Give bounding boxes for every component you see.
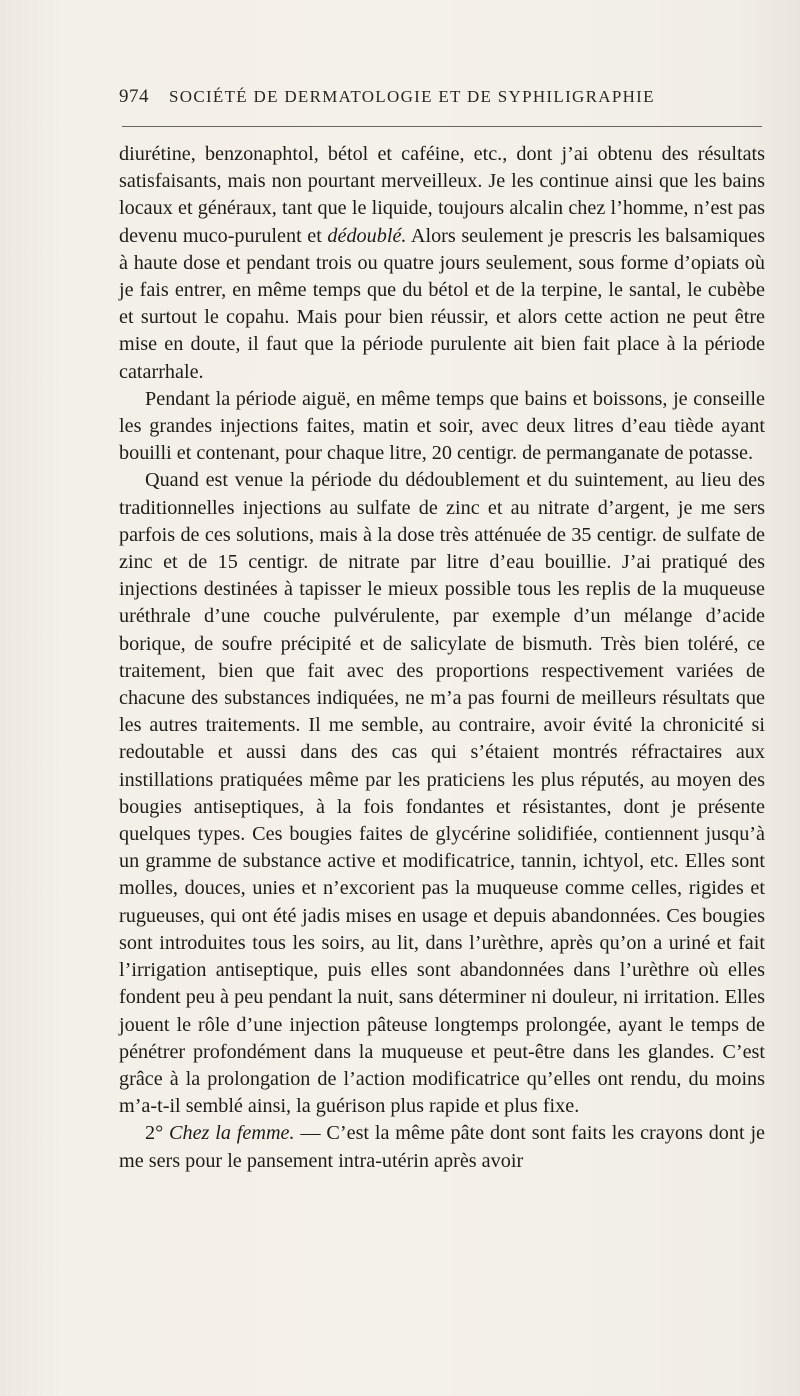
paragraph-text-continued: — C’est la même pâte dont sont faits les crayons dont je me sers pour le pansement intra-utérin après avoir [119,1122,766,1172]
paragraph-text: Pendant la période aiguë, en même temps que bains et boissons, je conseille les grandes injections faites, matin et soir, avec deux litres d’eau tiède ayant bouilli et contenant, pour chaque litre, 20 centigr. de permanganate de potasse. [119,387,765,465]
section-heading-italic: Chez la femme. [169,1122,295,1145]
paragraph-text: 2° [145,1122,170,1145]
paragraph-text: Quand est venue la période du dédoublement et du suintement, au lieu des traditionnelles injections au sulfate de zinc et au nitrate d’argent, je me sers parfois de ces solutions, mais à la dose très atténuée de 35 centigr. de sulfate de zinc et de 15 centigr. de nitrate par litre d’eau bouillie. J’ai pratiqué des injections destinées à tapisser le mieux possible tous les replis de la muqueuse uréthrale d’une couche pulvérulente, par exemple d’un mélange d’acide borique, de soufre précipité et de salicylate de bismuth. Très bien toléré, ce traitement, bien que fait avec des proportions respectivement variées de chacune des substances indiquées, ne m’a pas fourni de meilleurs résultats que les autres traitements. Il me semble, au contraire, avoir évité la chronicité si redoutable et aussi dans des cas qui s’étaient montrés réfractaires aux instillations pratiquées même par les praticiens les plus réputés, au moyen des bougies antiseptiques, à la fois fondantes et résistantes, dont je présente quelques types. Ces bougies faites de glycérine solidifiée, contiennent jusqu’à un gramme de substance active et modificatrice, tannin, ichtyol, etc. Elles sont molles, douces, unies et n’excorient pas la muqueuse comme celles, rigides et rugueuses, qui ont été jadis mises en usage et depuis abandonnées. Ces bougies sont introduites tous les soirs, au lit, dans l’urèthre, après qu’on a uriné et fait l’irrigation antiseptique, puis elles sont abandonnées dans l’urèthre où elles fondent peu à peu pendant la nuit, sans déterminer ni douleur, ni irritation. Elles jouent le rôle d’une injection pâteuse longtemps prolongée, ayant le temps de pénétrer profondément dans la muqueuse et peut-être dans les glandes. C’est grâce à la prolongation de l’action modificatrice qu’elles ont rendu, du moins m’a-t-il semblé ainsi, la guérison plus rapide et plus fixe. [119,469,765,1118]
paragraph-text-continued: Alors seulement je prescris les balsamiques à haute dose et pendant trois ou quatre jours seulement, sous forme d’opiats où je fais entrer, en même temps que du bétol et de la terpine, le santal, le cubèbe et surtout le copahu. Mais pour bien réussir, et alors cette action ne peut être mise en doute, il faut que la période purulente ait bien fait place à la période catarrhale. [119,224,765,383]
paragraph [119,386,765,468]
running-header [119,86,759,108]
paragraph [119,141,765,386]
emphasis-text: dédoublé. [327,224,407,247]
header-rule [122,126,762,127]
page-number: 974 [119,86,149,107]
paragraph [119,1120,765,1174]
paragraph-text: diurétine, benzonaphtol, bétol et caféine, etc., dont j’ai obtenu des résultats satisfaisants, mais non pourtant merveilleux. Je les continue ainsi que les bains locaux et généraux, tant que le liquide, toujours alcalin chez l’homme, n’est pas devenu muco-purulent et [119,143,765,247]
running-title: SOCIÉTÉ DE DERMATOLOGIE ET DE SYPHILIGRAPHIE [169,87,655,106]
paragraph [119,467,765,1120]
body-text [119,141,765,1175]
